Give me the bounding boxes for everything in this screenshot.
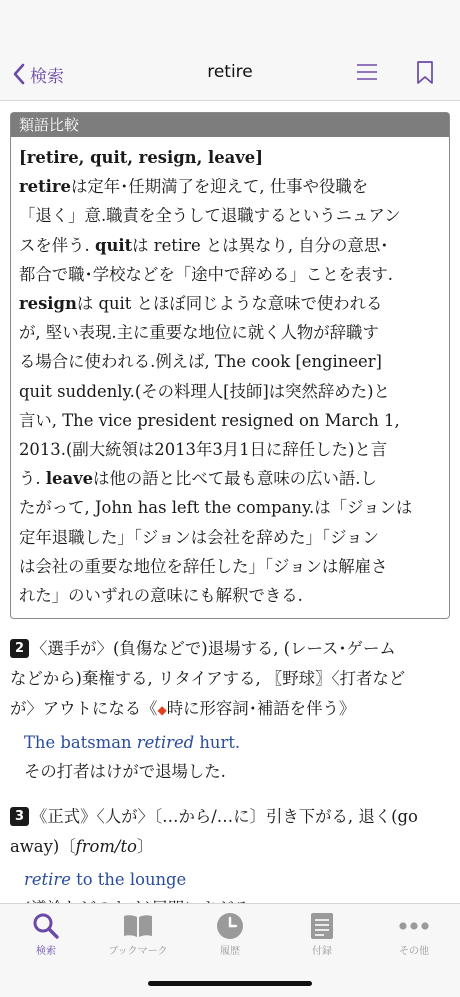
headword-bold: quit [94,235,133,255]
synonym-box-header: 類語比較 [11,113,449,137]
page-title: retire [207,62,253,82]
synonym-line [19,435,441,464]
synonym-line [19,552,441,581]
tab-appendix[interactable] [276,910,368,957]
more-icon [399,922,429,930]
synonym-text-span: 2013.(副大統領は2013年3月1日に辞任した)と言 [19,440,388,460]
headword-bold: resign [19,294,77,314]
synonym-text-span: は他の語と比べて最も意味の広い語.し [93,469,377,489]
diamond-icon: ◆ [157,703,167,717]
synonym-line [19,493,441,522]
tab-label: 検索 [36,946,56,957]
tab-more[interactable] [368,910,460,957]
clock-icon [216,912,244,940]
bookmark-icon [416,60,434,86]
synonym-line [19,318,441,347]
example-2 [24,728,444,786]
synonym-line [19,289,441,318]
tab-bookmarks[interactable] [92,910,184,957]
headword-bold: retire [19,177,71,197]
synonym-line [19,581,441,610]
synonym-text-span: 定年退職した」「ジョンは会社を辞めた」「ジョン [19,527,379,547]
sense-text: 《正式》〈人が〉〔…から/…に〕引き下がる, 退く(go [31,807,418,826]
sense-number: 2 [10,639,29,658]
synonym-text-span: quit suddenly.(その料理人[技師]は突然辞めた)と [19,381,390,401]
synonym-text-span: れた」のいずれの意味にも解釈できる. [19,586,303,606]
example-english[interactable]: The batsman retired hurt. [24,733,241,752]
entry-content[interactable] [0,101,460,903]
synonym-line [19,347,441,376]
synonym-text-span: 言い, The vice president resigned on March 1, [19,410,400,430]
list-icon [356,60,378,84]
tab-history[interactable] [184,910,276,957]
synonym-text-span: は retire とは異なり, 自分の意思･ [132,235,389,255]
synonym-box-body [11,137,449,618]
headword-bold: leave [45,469,94,489]
sense-number: 3 [10,807,29,826]
synonym-line [19,406,441,435]
synonym-line [19,231,441,260]
synonym-text-span: 都合で職･学校などを「途中で辞める」ことを表す. [19,264,393,284]
sense-text: 時に形容詞･補語を伴う》 [166,699,356,718]
synonym-line [19,172,441,201]
sense-text: が〉アウトになる《 [10,699,158,718]
synonym-line [19,464,441,493]
synonym-text-span: スを伴う. [19,235,95,255]
synonym-text [19,172,441,610]
synonym-text-span: う. [19,469,46,489]
document-icon [310,912,334,940]
tab-label: 付録 [312,946,332,957]
sense-text: などから)棄権する, リタイアする, 〖野球〗〈打者など [10,669,406,688]
synonym-line [19,201,441,230]
synonym-line [19,260,441,289]
synonym-text-span: は会社の重要な地位を辞任した」「ジョンは解雇さ [19,556,388,576]
sense-2 [10,634,450,725]
book-icon [122,913,154,939]
status-bar [0,0,460,48]
synonym-text-span: 「退く」意.職責を全うして退職するというニュアン [19,206,401,226]
sense-text: 〈選手が〉(負傷などで)退場する, (レース･ゲーム [31,639,396,658]
tab-label: 履歴 [220,946,240,957]
sense-3: 3 《正式》〈人が〉〔…から/…に〕引き下がる, 退く(go away)〔from/to〕 [10,807,418,856]
tab-label: ブックマーク [108,946,168,957]
tab-label: その他 [399,946,429,957]
synonym-text-span: が, 堅い表現.主に重要な地位に就く人物が辞職す [19,323,379,343]
contents-list-button[interactable] [356,60,378,88]
back-label: 検索 [30,66,64,87]
synonym-comparison-box [10,112,450,619]
synonym-heading: [retire, quit, resign, leave] [19,148,263,167]
synonym-line [19,377,441,406]
navigation-bar [0,48,460,101]
synonym-text-span: る場合に使われる.例えば, The cook [engineer] [19,352,382,372]
synonym-text-span: たがって, John has left the company.は「ジョンは [19,498,413,518]
bookmark-button[interactable] [416,60,434,90]
tab-search[interactable] [0,910,92,957]
home-indicator [148,981,312,986]
example-japanese: その打者はけがで退場した. [24,762,226,781]
search-icon [32,912,60,940]
synonym-line [19,523,441,552]
synonym-text-span: は定年･任期満了を迎えて, 仕事や役職を [70,177,369,197]
example-english[interactable]: retire to the lounge [24,870,187,889]
synonym-text-span: は quit とほぼ同じような意味で使われる [76,294,383,314]
